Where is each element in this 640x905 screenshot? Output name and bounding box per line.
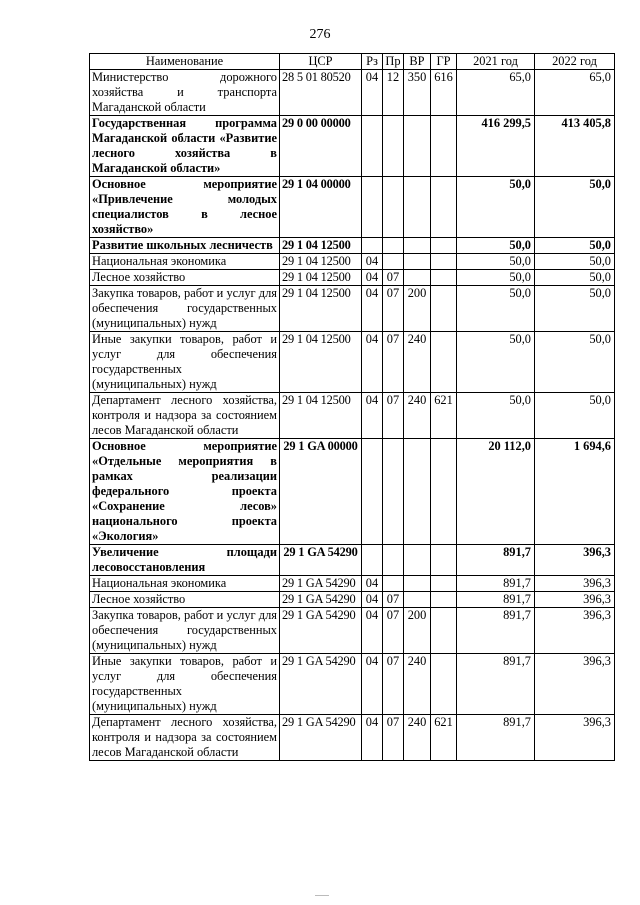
cell-vr: 350 <box>404 70 431 116</box>
header-csr: ЦСР <box>280 54 362 70</box>
cell-pr <box>383 545 404 576</box>
cell-rz: 04 <box>362 715 383 761</box>
cell-2022: 396,3 <box>535 654 615 715</box>
cell-vr <box>404 439 431 545</box>
cell-vr: 240 <box>404 332 431 393</box>
table-row <box>90 177 615 238</box>
header-2022: 2022 год <box>535 54 615 70</box>
cell-rz <box>362 439 383 545</box>
table-row <box>90 286 615 332</box>
cell-pr: 07 <box>383 286 404 332</box>
cell-rz: 04 <box>362 332 383 393</box>
cell-pr <box>383 439 404 545</box>
cell-vr <box>404 576 431 592</box>
table-row <box>90 270 615 286</box>
cell-csr: 29 1 GA 54290 <box>280 545 362 576</box>
cell-vr <box>404 254 431 270</box>
cell-gr: 621 <box>431 393 457 439</box>
cell-name: Иные закупки товаров, работ и услуг для обеспечения государственных (муниципальных) нужд <box>90 654 280 715</box>
cell-2022: 50,0 <box>535 393 615 439</box>
cell-name: Департамент лесного хозяйства, контроля и надзора за состоянием лесов Магаданской области <box>90 715 280 761</box>
cell-pr: 07 <box>383 654 404 715</box>
cell-name: Департамент лесного хозяйства, контроля и надзора за состоянием лесов Магаданской области <box>90 393 280 439</box>
cell-pr: 07 <box>383 715 404 761</box>
cell-rz <box>362 238 383 254</box>
header-name: Наименование <box>90 54 280 70</box>
cell-csr: 29 1 04 12500 <box>280 286 362 332</box>
cell-gr <box>431 439 457 545</box>
cell-2022: 396,3 <box>535 592 615 608</box>
cell-name: Иные закупки товаров, работ и услуг для обеспечения государственных (муниципальных) нужд <box>90 332 280 393</box>
table-row <box>90 439 615 545</box>
cell-rz <box>362 116 383 177</box>
cell-vr: 240 <box>404 393 431 439</box>
cell-gr <box>431 654 457 715</box>
cell-2021: 50,0 <box>457 286 535 332</box>
cell-gr <box>431 592 457 608</box>
cell-csr: 29 0 00 00000 <box>280 116 362 177</box>
cell-vr <box>404 270 431 286</box>
cell-csr: 29 1 04 12500 <box>280 270 362 286</box>
cell-rz: 04 <box>362 270 383 286</box>
cell-csr: 29 1 GA 54290 <box>280 608 362 654</box>
cell-2022: 50,0 <box>535 254 615 270</box>
table-row <box>90 715 615 761</box>
cell-gr <box>431 116 457 177</box>
cell-vr: 200 <box>404 608 431 654</box>
cell-2022: 50,0 <box>535 332 615 393</box>
cell-2021: 416 299,5 <box>457 116 535 177</box>
cell-rz: 04 <box>362 70 383 116</box>
cell-name: Государственная программа Магаданской области «Развитие лесного хозяйства в Магаданской области» <box>90 116 280 177</box>
cell-2021: 50,0 <box>457 393 535 439</box>
header-rz: Рз <box>362 54 383 70</box>
cell-name: Национальная экономика <box>90 576 280 592</box>
cell-vr <box>404 238 431 254</box>
cell-pr: 07 <box>383 393 404 439</box>
table-header <box>90 54 615 70</box>
cell-pr: 07 <box>383 270 404 286</box>
cell-2021: 65,0 <box>457 70 535 116</box>
cell-name: Национальная экономика <box>90 254 280 270</box>
cell-rz: 04 <box>362 608 383 654</box>
cell-csr: 28 5 01 80520 <box>280 70 362 116</box>
cell-name: Закупка товаров, работ и услуг для обеспечения государственных (муниципальных) нужд <box>90 286 280 332</box>
cell-name: Министерство дорожного хозяйства и транспорта Магаданской области <box>90 70 280 116</box>
cell-gr <box>431 286 457 332</box>
cell-2021: 891,7 <box>457 715 535 761</box>
cell-gr <box>431 608 457 654</box>
cell-name: Закупка товаров, работ и услуг для обеспечения государственных (муниципальных) нужд <box>90 608 280 654</box>
cell-2021: 50,0 <box>457 238 535 254</box>
cell-2022: 396,3 <box>535 545 615 576</box>
cell-rz <box>362 545 383 576</box>
cell-name: Увеличение площади лесовосстановления <box>90 545 280 576</box>
cell-pr: 07 <box>383 332 404 393</box>
cell-2022: 413 405,8 <box>535 116 615 177</box>
budget-table <box>89 53 615 761</box>
cell-2022: 396,3 <box>535 576 615 592</box>
cell-pr <box>383 238 404 254</box>
cell-rz: 04 <box>362 286 383 332</box>
cell-gr <box>431 576 457 592</box>
cell-2021: 50,0 <box>457 177 535 238</box>
cell-2022: 396,3 <box>535 715 615 761</box>
cell-2021: 891,7 <box>457 654 535 715</box>
cell-2021: 891,7 <box>457 545 535 576</box>
cell-name: Лесное хозяйство <box>90 270 280 286</box>
cell-2022: 50,0 <box>535 270 615 286</box>
cell-csr: 29 1 04 12500 <box>280 332 362 393</box>
cell-pr: 07 <box>383 608 404 654</box>
cell-csr: 29 1 GA 54290 <box>280 654 362 715</box>
header-2021: 2021 год <box>457 54 535 70</box>
table-row <box>90 70 615 116</box>
cell-vr <box>404 177 431 238</box>
cell-gr: 616 <box>431 70 457 116</box>
cell-rz: 04 <box>362 393 383 439</box>
cell-name: Лесное хозяйство <box>90 592 280 608</box>
cell-gr <box>431 238 457 254</box>
cell-csr: 29 1 04 12500 <box>280 238 362 254</box>
page-footer-mark <box>315 895 329 896</box>
table-row <box>90 332 615 393</box>
cell-csr: 29 1 04 12500 <box>280 393 362 439</box>
cell-pr: 12 <box>383 70 404 116</box>
table-row <box>90 393 615 439</box>
cell-csr: 29 1 GA 54290 <box>280 592 362 608</box>
cell-vr <box>404 592 431 608</box>
table-body <box>90 70 615 761</box>
cell-vr <box>404 116 431 177</box>
cell-gr <box>431 254 457 270</box>
cell-2021: 50,0 <box>457 332 535 393</box>
cell-gr <box>431 332 457 393</box>
table-row <box>90 608 615 654</box>
cell-gr <box>431 545 457 576</box>
cell-name: Развитие школьных лесничеств <box>90 238 280 254</box>
table-row <box>90 254 615 270</box>
cell-rz <box>362 177 383 238</box>
table-row <box>90 238 615 254</box>
cell-2021: 20 112,0 <box>457 439 535 545</box>
cell-2022: 50,0 <box>535 286 615 332</box>
table-row <box>90 654 615 715</box>
header-pr: Пр <box>383 54 404 70</box>
header-gr: ГР <box>431 54 457 70</box>
cell-gr: 621 <box>431 715 457 761</box>
cell-pr <box>383 177 404 238</box>
cell-2022: 50,0 <box>535 238 615 254</box>
page-number: 276 <box>309 27 331 42</box>
cell-name: Основное мероприятие «Привлечение молодых специалистов в лесное хозяйство» <box>90 177 280 238</box>
cell-2021: 891,7 <box>457 608 535 654</box>
cell-csr: 29 1 GA 54290 <box>280 715 362 761</box>
cell-csr: 29 1 GA 54290 <box>280 576 362 592</box>
table-row <box>90 116 615 177</box>
cell-rz: 04 <box>362 576 383 592</box>
cell-pr <box>383 116 404 177</box>
cell-2021: 891,7 <box>457 576 535 592</box>
cell-rz: 04 <box>362 592 383 608</box>
cell-name: Основное мероприятие «Отдельные мероприятия в рамках реализации федерального проекта «Сохранение лесов» национального проекта «Экология» <box>90 439 280 545</box>
header-row <box>90 54 615 70</box>
cell-pr <box>383 576 404 592</box>
cell-rz: 04 <box>362 654 383 715</box>
cell-2022: 50,0 <box>535 177 615 238</box>
cell-rz: 04 <box>362 254 383 270</box>
cell-2021: 891,7 <box>457 592 535 608</box>
table-row <box>90 592 615 608</box>
cell-csr: 29 1 GA 00000 <box>280 439 362 545</box>
cell-2021: 50,0 <box>457 254 535 270</box>
budget-table-container <box>89 53 615 761</box>
cell-pr: 07 <box>383 592 404 608</box>
cell-vr <box>404 545 431 576</box>
cell-2021: 50,0 <box>457 270 535 286</box>
header-vr: ВР <box>404 54 431 70</box>
cell-2022: 1 694,6 <box>535 439 615 545</box>
cell-gr <box>431 177 457 238</box>
cell-csr: 29 1 04 12500 <box>280 254 362 270</box>
cell-gr <box>431 270 457 286</box>
table-row <box>90 576 615 592</box>
table-row <box>90 545 615 576</box>
cell-vr: 240 <box>404 654 431 715</box>
cell-csr: 29 1 04 00000 <box>280 177 362 238</box>
cell-2022: 65,0 <box>535 70 615 116</box>
cell-pr <box>383 254 404 270</box>
cell-vr: 200 <box>404 286 431 332</box>
cell-2022: 396,3 <box>535 608 615 654</box>
cell-vr: 240 <box>404 715 431 761</box>
